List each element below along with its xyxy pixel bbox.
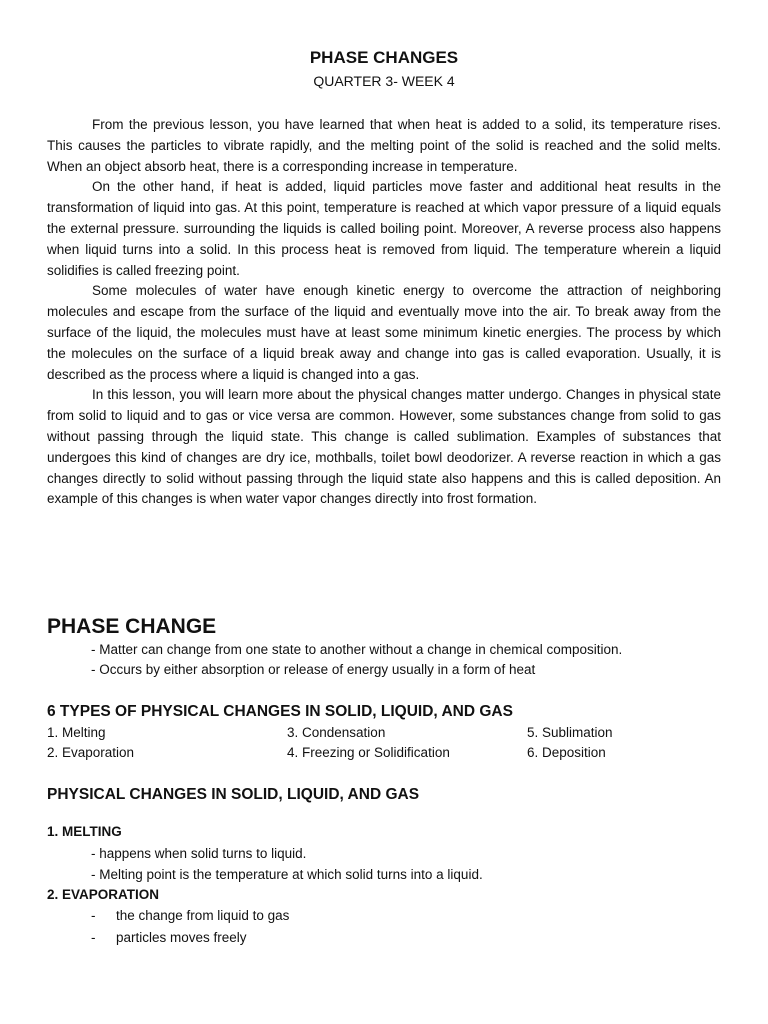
type-item: 5. Sublimation — [527, 725, 613, 740]
list-item-text: the change from liquid to gas — [116, 908, 290, 923]
list-item: - happens when solid turns to liquid. — [91, 846, 307, 861]
type-item: 2. Evaporation — [47, 745, 135, 760]
physical-changes-heading: PHYSICAL CHANGES IN SOLID, LIQUID, AND GAS — [47, 786, 420, 803]
page-subtitle: QUARTER 3- WEEK 4 — [313, 73, 455, 89]
types-heading: 6 TYPES OF PHYSICAL CHANGES IN SOLID, LIQUID, AND GAS — [47, 703, 513, 720]
dash-bullet: - — [91, 929, 96, 945]
page-title: PHASE CHANGES — [309, 48, 459, 67]
evaporation-heading: 2. EVAPORATION — [47, 887, 160, 902]
list-item: - Matter can change from one state to another without a change in chemical composition. — [91, 642, 623, 657]
melting-points — [91, 843, 483, 885]
type-item: 4. Freezing or Solidification — [287, 745, 450, 760]
paragraph: In this lesson, you will learn more about the physical changes matter undergo. Changes in physical state from solid to liquid and to gas or vice versa are common. However, some substances change from solid to gas without passing through the liquid state. This change is called sublimation. Examples of substances that undergoes this kind of changes are dry ice, mothballs, toilet bowl deodorizer. A reverse reaction in which a gas changes directly to solid without passing through the liquid state also happens and this is called deposition. An example of this changes is when water vapor changes directly into frost formation. — [47, 387, 721, 507]
list-item-text: particles moves freely — [116, 929, 247, 945]
list-item: - Occurs by either absorption or release of energy usually in a form of heat — [91, 661, 536, 677]
dash-bullet: - — [91, 908, 96, 923]
melting-heading: 1. MELTING — [47, 824, 122, 839]
paragraph: On the other hand, if heat is added, liquid particles move faster and additional heat results in the transformation of liquid into gas. At this point, temperature is reached at which vapor pressure of a liquid equals the external pressure. surrounding the liquids is called boiling point. Moreover, A reverse process also happens when liquid turns into a solid. In this process heat is removed from liquid. The temperature wherein a liquid solidifies is called freezing point. — [47, 179, 721, 278]
list-item: - Melting point is the temperature at which solid turns into a liquid. — [91, 867, 483, 882]
type-item: 3. Condensation — [287, 725, 386, 740]
paragraph: From the previous lesson, you have learned that when heat is added to a solid, its temperature rises. This causes the particles to vibrate rapidly, and the melting point of the solid is reached and the solid melts. When an object absorb heat, there is a corresponding increase in temperature. — [47, 117, 721, 174]
paragraph: Some molecules of water have enough kinetic energy to overcome the attraction of neighboring molecules and escape from the surface of the liquid and eventually move into the air. To break away from the surface of the liquid, the molecules must have at least some minimum kinetic energies. The process by which the molecules on the surface of a liquid break away and change into gas is called evaporation. Usually, it is described as the process where a liquid is changed into a gas. — [47, 283, 721, 382]
type-item: 6. Deposition — [527, 745, 606, 760]
intro-text — [47, 115, 721, 510]
type-item: 1. Melting — [47, 725, 106, 740]
phase-change-points — [91, 640, 721, 679]
phase-change-heading: PHASE CHANGE — [47, 615, 217, 638]
